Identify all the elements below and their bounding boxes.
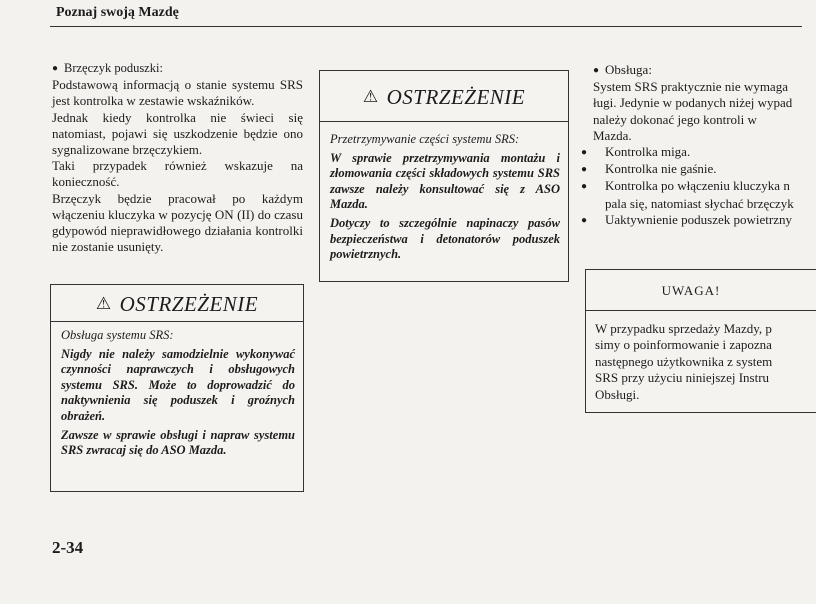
list-item: ● Uaktywnienie poduszek powietrzny xyxy=(593,212,802,229)
column-1 xyxy=(52,60,303,255)
notice-title: UWAGA! xyxy=(586,270,816,311)
column-3 xyxy=(581,62,802,229)
warning-body xyxy=(51,322,303,468)
col1-paragraph: Jednak kiedy kontrolka nie świeci się natomiast, pojawi się uszkodzenie będzie ono sygnalizowane brzęczykiem. xyxy=(52,109,303,158)
page-number: 2-34 xyxy=(52,538,84,557)
list-item: ● Kontrolka po włączeniu kluczyka n xyxy=(593,178,802,195)
notice-line: Obsługi. xyxy=(595,386,640,402)
warning-body xyxy=(320,122,568,272)
warning-title: ⚠ OSTRZEŻENIE xyxy=(51,285,303,322)
col3-line: ługi. Jedynie w podanych niżej wypad xyxy=(593,95,793,111)
bullet-icon: ● xyxy=(581,181,588,193)
warning-title: ⚠ OSTRZEŻENIE xyxy=(320,71,568,122)
notice-line: następnego użytkownika z system xyxy=(595,353,773,369)
notice-line: W przypadku sprzedaży Mazdy, p xyxy=(595,321,772,336)
col1-paragraph: Brzęczyk będzie pracował po każdym włączeniu kluczyka w pozycję ON (II) do czasu gdypowód nieprawidłowego działania kontrolki nie zostanie usunięty. xyxy=(52,190,303,255)
warning-triangle-icon: ⚠ xyxy=(362,87,379,106)
list-item: ● Kontrolka miga. xyxy=(593,144,802,161)
col1-paragraph: Taki przypadek również wskazuje na konieczność. xyxy=(52,158,303,190)
warning-triangle-icon: ⚠ xyxy=(95,294,112,313)
bullet-icon: ● xyxy=(52,63,59,74)
notice-line: SRS przy użyciu niniejszej Instru xyxy=(595,370,770,386)
notice-box xyxy=(585,269,816,413)
warning-paragraph: W sprawie przetrzymywania montażu i złomowania części składowych systemu SRS zawsze należy konsultować się z ASO Mazda. xyxy=(330,150,560,212)
col3-line: należy dokonać jego kontroli w xyxy=(593,111,757,127)
warning-paragraph: Nigdy nie należy samodzielnie wykonywać czynności naprawczych i obsługowych systemu SRS. Może to doprowadzić do naktywnienia się poduszek i groźnych obrażeń. xyxy=(61,346,295,423)
warning-subtitle: Obsługa systemu SRS: xyxy=(61,328,174,342)
col3-line: System SRS praktycznie nie wymaga xyxy=(593,79,788,95)
header-rule xyxy=(50,26,802,27)
bullet-icon: ● xyxy=(581,164,588,176)
warning-box-srs-service xyxy=(50,284,304,492)
notice-line: simy o poinformowanie i zapozna xyxy=(595,337,772,353)
col1-paragraph: Podstawową informacją o stanie systemu SRS jest kontrolka w zestawie wskaźników. xyxy=(52,77,303,109)
page-header-title: Poznaj swoją Mazdę xyxy=(56,5,179,20)
bullet-icon: ● xyxy=(581,214,588,226)
bullet-heading: ● Obsługa: xyxy=(593,62,802,79)
warning-box-srs-storage xyxy=(319,70,569,282)
list-item-continuation: pala się, natomiast słychać brzęczyk xyxy=(605,195,794,211)
bullet-heading: ● Brzęczyk poduszki: xyxy=(52,60,303,77)
bullet-icon: ● xyxy=(581,147,588,159)
warning-paragraph: Dotyczy to szczególnie napinaczy pasów bezpieczeństwa i detonatorów poduszek powietrznych. xyxy=(330,215,560,262)
list-item: ● Kontrolka nie gaśnie. xyxy=(593,161,802,178)
warning-paragraph: Zawsze w sprawie obsługi i napraw systemu SRS zwracaj się do ASO Mazda. xyxy=(61,427,295,458)
bullet-icon: ● xyxy=(593,65,600,76)
warning-subtitle: Przetrzymywanie części systemu SRS: xyxy=(330,132,520,146)
notice-body xyxy=(586,311,816,403)
col3-line: Mazda. xyxy=(593,127,632,143)
